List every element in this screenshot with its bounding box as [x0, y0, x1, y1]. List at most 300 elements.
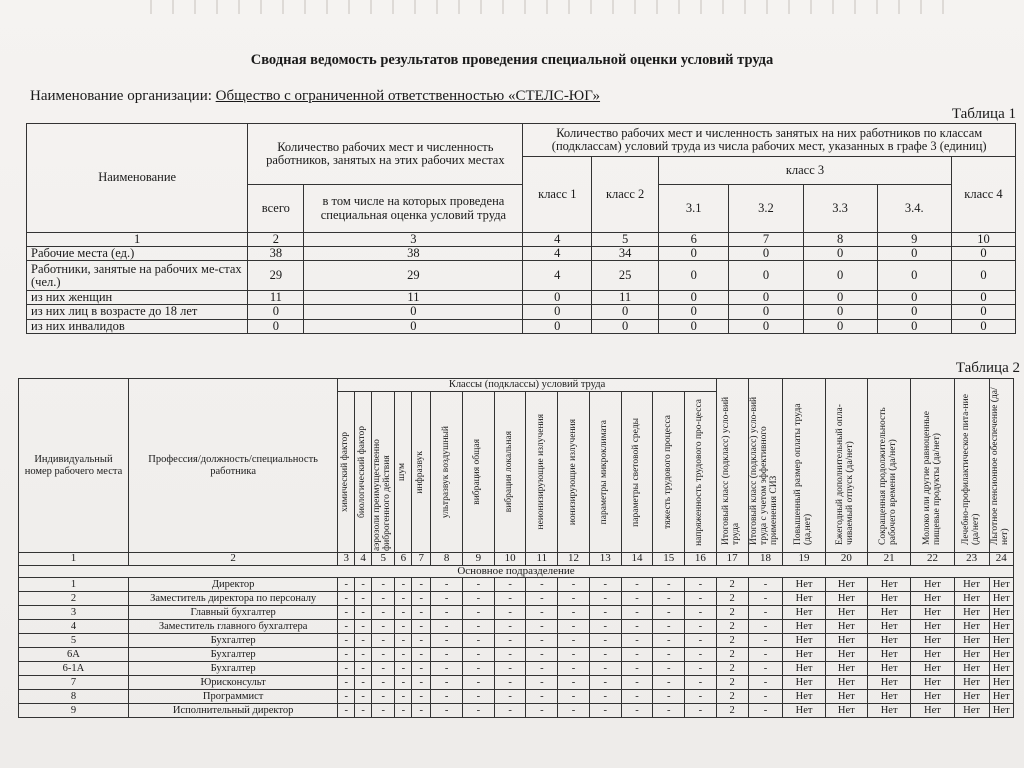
t2-workplace-id: 4	[19, 620, 129, 634]
t1-cell: 0	[523, 319, 592, 333]
t2-factor-cell: -	[589, 578, 621, 592]
t2-col-number: 10	[494, 553, 526, 566]
t2-factor-cell: -	[558, 662, 590, 676]
table1-caption: Таблица 1	[951, 106, 1016, 122]
t2-row	[19, 690, 1014, 704]
t1-col-number: 7	[729, 233, 803, 247]
t2-profession: Бухгалтер	[128, 662, 337, 676]
t1-col-number: 4	[523, 233, 592, 247]
t2-factor-cell: -	[395, 676, 412, 690]
t2-col-number: 4	[355, 553, 372, 566]
t2-profession: Заместитель главного бухгалтера	[128, 620, 337, 634]
t2-factor-cell: -	[395, 634, 412, 648]
t2-row	[19, 606, 1014, 620]
t2-factor-cell: -	[338, 704, 355, 718]
t1-cell: 0	[877, 291, 951, 305]
t2-guarantee-cell: Нет	[867, 690, 910, 704]
t2-row	[19, 620, 1014, 634]
t1-cell: 11	[248, 291, 304, 305]
t2-guarantee-cell: Нет	[989, 648, 1013, 662]
t2-factor-cell: -	[412, 592, 431, 606]
t2-guarantee-cell: Нет	[989, 606, 1013, 620]
t1-cell: 0	[951, 291, 1015, 305]
t2-factor-cell: -	[338, 634, 355, 648]
t1-cell: 0	[304, 319, 523, 333]
t1-col-number: 10	[951, 233, 1015, 247]
t2-factor-cell: -	[494, 690, 526, 704]
t2-guarantee-cell: Нет	[954, 634, 989, 648]
t2-factor-cell: -	[395, 620, 412, 634]
t2-guarantee-cell: Нет	[911, 676, 954, 690]
t2-guarantee-cell: Нет	[954, 606, 989, 620]
t2-factor-cell: -	[412, 690, 431, 704]
t2-factor-cell: -	[621, 676, 653, 690]
t2-factor-cell: -	[494, 578, 526, 592]
t2-factor-cell: -	[685, 676, 717, 690]
t2-guarantee-cell: Нет	[911, 592, 954, 606]
t2-col-number: 13	[589, 553, 621, 566]
t2-factor-cell: -	[685, 690, 717, 704]
t2-row	[19, 676, 1014, 690]
workplaces-table	[18, 378, 1014, 718]
t1-header-class3: класс 3	[659, 157, 952, 185]
t2-col-number: 16	[685, 553, 717, 566]
t1-cell: 0	[523, 291, 592, 305]
t2-factor-cell: -	[685, 662, 717, 676]
t2-final-class: 2	[716, 578, 748, 592]
t2-col-number: 7	[412, 553, 431, 566]
t2-factor-cell: -	[431, 676, 463, 690]
t2-factor-cell: -	[494, 634, 526, 648]
t1-header-total: всего	[248, 185, 304, 233]
t2-guarantee-cell: Нет	[825, 578, 867, 592]
t2-factor-cell: -	[463, 620, 495, 634]
t2-factor-cell: -	[621, 704, 653, 718]
t2-factor-label: инфразвук	[415, 450, 426, 494]
t2-factor-cell: -	[558, 606, 590, 620]
t2-factor-header	[494, 392, 526, 553]
t2-guarantee-cell: Нет	[911, 648, 954, 662]
t2-factor-cell: -	[338, 620, 355, 634]
t2-factor-cell: -	[355, 704, 372, 718]
t2-result-header	[954, 379, 989, 553]
t2-guarantee-cell: Нет	[989, 620, 1013, 634]
t1-cell: 0	[304, 305, 523, 319]
t2-workplace-id: 6А	[19, 648, 129, 662]
t2-factor-label: биологический фактор	[357, 425, 368, 518]
t2-col-number: 5	[372, 553, 395, 566]
t2-factor-cell: -	[395, 648, 412, 662]
t2-result-label: Лечебно-профилактическое пита-ние (да/нет)	[960, 393, 981, 545]
t2-guarantee-cell: Нет	[911, 620, 954, 634]
t2-factor-cell: -	[412, 676, 431, 690]
t2-factor-cell: -	[558, 620, 590, 634]
t2-factor-cell: -	[355, 648, 372, 662]
t2-factor-cell: -	[653, 634, 685, 648]
t2-col-number: 8	[431, 553, 463, 566]
t2-guarantee-cell: Нет	[954, 648, 989, 662]
t2-col-number: 23	[954, 553, 989, 566]
t1-col-number: 5	[592, 233, 659, 247]
t2-final-class-ppe: -	[748, 662, 783, 676]
t2-factor-cell: -	[653, 676, 685, 690]
t2-factor-header	[685, 392, 717, 553]
t1-cell: 0	[803, 291, 877, 305]
t2-profession: Заместитель директора по персоналу	[128, 592, 337, 606]
t2-factor-cell: -	[372, 648, 395, 662]
t2-row	[19, 704, 1014, 718]
t2-factor-cell: -	[412, 704, 431, 718]
t2-result-label: Ежегодный дополнительный опла-чиваемый отпуск (да/нет)	[835, 403, 856, 545]
t2-factor-cell: -	[589, 690, 621, 704]
t2-header-classes: Классы (подклассы) условий труда	[338, 379, 716, 392]
t2-factor-cell: -	[372, 620, 395, 634]
t2-factor-cell: -	[431, 592, 463, 606]
t2-factor-cell: -	[463, 578, 495, 592]
t2-workplace-id: 1	[19, 578, 129, 592]
t2-result-label: Итоговый класс (подкласс) усло-вий труда	[721, 396, 742, 545]
t2-factor-label: ионизирующие излучения	[567, 418, 578, 526]
t2-guarantee-cell: Нет	[954, 620, 989, 634]
t2-row	[19, 662, 1014, 676]
t1-cell: 0	[803, 305, 877, 319]
t2-result-header	[825, 379, 867, 553]
t2-factor-cell: -	[653, 606, 685, 620]
t2-guarantee-cell: Нет	[911, 578, 954, 592]
t2-col-number: 9	[463, 553, 495, 566]
t2-factor-header	[372, 392, 395, 553]
t2-factor-cell: -	[412, 578, 431, 592]
t2-factor-cell: -	[589, 634, 621, 648]
t2-workplace-id: 9	[19, 704, 129, 718]
t2-guarantee-cell: Нет	[825, 634, 867, 648]
t2-col-number: 21	[867, 553, 910, 566]
t1-col-number: 2	[248, 233, 304, 247]
t1-cell: 11	[592, 291, 659, 305]
t2-guarantee-cell: Нет	[867, 634, 910, 648]
t2-factor-label: параметры микроклимата	[599, 419, 610, 525]
t2-result-label: Повышенный размер оплаты труда (да,нет)	[793, 402, 814, 545]
t2-factor-cell: -	[431, 620, 463, 634]
t1-col-number: 6	[659, 233, 729, 247]
t2-guarantee-cell: Нет	[867, 578, 910, 592]
t1-cell: 29	[304, 261, 523, 291]
t2-final-class: 2	[716, 606, 748, 620]
t2-factor-cell: -	[463, 606, 495, 620]
t2-profession: Исполнительный директор	[128, 704, 337, 718]
t2-factor-cell: -	[494, 648, 526, 662]
t2-factor-cell: -	[463, 648, 495, 662]
t2-factor-cell: -	[338, 606, 355, 620]
binding-rings	[150, 0, 964, 14]
t2-factor-header	[558, 392, 590, 553]
t2-guarantee-cell: Нет	[783, 592, 825, 606]
t2-factor-cell: -	[463, 662, 495, 676]
t2-factor-cell: -	[355, 620, 372, 634]
t2-factor-cell: -	[621, 578, 653, 592]
t2-guarantee-cell: Нет	[989, 634, 1013, 648]
t2-factor-cell: -	[558, 704, 590, 718]
t2-factor-cell: -	[526, 662, 558, 676]
t2-workplace-id: 6-1А	[19, 662, 129, 676]
t2-factor-cell: -	[463, 634, 495, 648]
organization-label: Наименование организации:	[30, 88, 212, 104]
t2-factor-cell: -	[395, 662, 412, 676]
t2-factor-cell: -	[685, 606, 717, 620]
t2-factor-cell: -	[653, 662, 685, 676]
t1-header-name: Наименование	[27, 124, 248, 233]
t2-guarantee-cell: Нет	[783, 634, 825, 648]
t2-guarantee-cell: Нет	[989, 676, 1013, 690]
t2-guarantee-cell: Нет	[825, 704, 867, 718]
t1-row	[27, 261, 1016, 291]
t2-row	[19, 648, 1014, 662]
t2-factor-cell: -	[355, 634, 372, 648]
t2-factor-cell: -	[494, 662, 526, 676]
t1-row	[27, 247, 1016, 261]
t1-cell: 0	[592, 319, 659, 333]
t1-col-number: 8	[803, 233, 877, 247]
t1-row-name: из них лиц в возрасте до 18 лет	[27, 305, 248, 319]
t2-factor-cell: -	[395, 690, 412, 704]
t2-factor-cell: -	[526, 578, 558, 592]
t1-cell: 0	[951, 319, 1015, 333]
t2-result-label: Итоговый класс (подкласс) усло-вий труда с учетом эффективного применения СИЗ	[749, 396, 780, 545]
t2-guarantee-cell: Нет	[783, 606, 825, 620]
t2-factor-cell: -	[372, 634, 395, 648]
t2-factor-header	[463, 392, 495, 553]
t2-factor-cell: -	[463, 676, 495, 690]
summary-table	[26, 123, 1016, 334]
t2-factor-cell: -	[372, 578, 395, 592]
t2-factor-cell: -	[431, 648, 463, 662]
t2-factor-cell: -	[621, 648, 653, 662]
t2-factor-cell: -	[526, 648, 558, 662]
t2-factor-cell: -	[621, 606, 653, 620]
t2-factor-cell: -	[653, 704, 685, 718]
t2-factor-cell: -	[526, 704, 558, 718]
t2-factor-cell: -	[685, 704, 717, 718]
t2-factor-cell: -	[431, 704, 463, 718]
t2-final-class-ppe: -	[748, 676, 783, 690]
t2-result-header	[867, 379, 910, 553]
t2-guarantee-cell: Нет	[867, 648, 910, 662]
t1-col-number: 1	[27, 233, 248, 247]
t1-cell: 0	[729, 305, 803, 319]
t1-cell: 29	[248, 261, 304, 291]
t2-profession: Главный бухгалтер	[128, 606, 337, 620]
t2-factor-cell: -	[589, 606, 621, 620]
t1-cell: 0	[729, 319, 803, 333]
t1-header-class4: класс 4	[951, 157, 1015, 233]
t2-guarantee-cell: Нет	[783, 676, 825, 690]
t1-cell: 0	[951, 305, 1015, 319]
t2-guarantee-cell: Нет	[783, 620, 825, 634]
t2-guarantee-cell: Нет	[783, 690, 825, 704]
t2-result-header	[989, 379, 1013, 553]
t1-cell: 0	[729, 247, 803, 261]
t2-header-profession: Профессия/должность/специальность работника	[128, 379, 337, 553]
t2-factor-label: шум	[397, 463, 408, 481]
t2-col-number: 14	[621, 553, 653, 566]
t2-guarantee-cell: Нет	[783, 578, 825, 592]
t2-factor-cell: -	[685, 648, 717, 662]
t2-factor-cell: -	[653, 648, 685, 662]
t2-factor-cell: -	[526, 690, 558, 704]
t2-factor-header	[338, 392, 355, 553]
t2-final-class: 2	[716, 592, 748, 606]
t2-guarantee-cell: Нет	[911, 662, 954, 676]
t1-cell: 0	[729, 291, 803, 305]
t2-factor-cell: -	[463, 592, 495, 606]
t2-guarantee-cell: Нет	[867, 606, 910, 620]
t2-factor-cell: -	[558, 592, 590, 606]
t2-result-label: Льготное пенсионное обеспечение (да/нет)	[990, 386, 1011, 545]
t2-factor-cell: -	[338, 648, 355, 662]
t2-final-class-ppe: -	[748, 592, 783, 606]
t2-result-header	[748, 379, 783, 553]
t2-factor-cell: -	[372, 592, 395, 606]
t2-column-numbers	[19, 553, 1014, 566]
t2-guarantee-cell: Нет	[825, 592, 867, 606]
t2-workplace-id: 2	[19, 592, 129, 606]
t2-factor-header	[621, 392, 653, 553]
t2-guarantee-cell: Нет	[989, 690, 1013, 704]
t1-cell: 4	[523, 261, 592, 291]
t1-cell: 0	[877, 305, 951, 319]
t2-col-number: 15	[653, 553, 685, 566]
t2-factor-label: вибрация локальная	[504, 431, 515, 513]
t2-factor-cell: -	[653, 690, 685, 704]
t1-row-name: Рабочие места (ед.)	[27, 247, 248, 261]
t2-factor-cell: -	[653, 592, 685, 606]
t2-factor-cell: -	[412, 634, 431, 648]
t1-column-numbers	[27, 233, 1016, 247]
t2-factor-cell: -	[558, 578, 590, 592]
t1-row-name: из них инвалидов	[27, 319, 248, 333]
t1-cell: 0	[659, 305, 729, 319]
t2-final-class: 2	[716, 704, 748, 718]
t1-cell: 0	[951, 261, 1015, 291]
t2-row	[19, 634, 1014, 648]
t1-cell: 0	[877, 261, 951, 291]
t2-factor-cell: -	[355, 592, 372, 606]
t1-header-sub: 3.4.	[877, 185, 951, 233]
t2-factor-cell: -	[431, 634, 463, 648]
t2-factor-header	[526, 392, 558, 553]
t2-profession: Бухгалтер	[128, 648, 337, 662]
t2-factor-cell: -	[395, 606, 412, 620]
t2-row	[19, 592, 1014, 606]
t2-guarantee-cell: Нет	[911, 690, 954, 704]
t2-factor-cell: -	[412, 606, 431, 620]
t1-cell: 0	[248, 319, 304, 333]
t2-profession: Юрисконсульт	[128, 676, 337, 690]
t2-guarantee-cell: Нет	[867, 620, 910, 634]
t2-factor-label: параметры световой среды	[631, 417, 641, 527]
t2-result-header	[716, 379, 748, 553]
t2-factor-header	[431, 392, 463, 553]
t2-factor-cell: -	[494, 620, 526, 634]
t1-header-class1: класс 1	[523, 157, 592, 233]
t2-factor-cell: -	[355, 578, 372, 592]
t2-row	[19, 578, 1014, 592]
t1-header-sub: 3.2	[729, 185, 803, 233]
t2-guarantee-cell: Нет	[954, 662, 989, 676]
t2-factor-cell: -	[372, 662, 395, 676]
t2-guarantee-cell: Нет	[867, 662, 910, 676]
t2-factor-label: вибрация общая	[472, 439, 483, 505]
t2-guarantee-cell: Нет	[989, 704, 1013, 718]
t2-col-number: 12	[558, 553, 590, 566]
t2-factor-cell: -	[395, 704, 412, 718]
t2-factor-cell: -	[558, 676, 590, 690]
t2-result-label: Сокращенная продолжительность рабочего времени (да/нет)	[878, 406, 899, 545]
t2-factor-cell: -	[685, 578, 717, 592]
t2-workplace-id: 5	[19, 634, 129, 648]
t2-final-class-ppe: -	[748, 648, 783, 662]
t2-guarantee-cell: Нет	[825, 662, 867, 676]
t2-factor-cell: -	[526, 620, 558, 634]
organization-name: Общество с ограниченной ответственностью «СТЕЛС-ЮГ»	[215, 88, 601, 104]
t2-factor-cell: -	[355, 690, 372, 704]
t2-factor-cell: -	[589, 592, 621, 606]
t1-cell: 0	[951, 247, 1015, 261]
t1-row	[27, 305, 1016, 319]
t2-guarantee-cell: Нет	[825, 606, 867, 620]
t2-factor-cell: -	[621, 620, 653, 634]
t2-factor-label: напряженность трудового про-цесса	[694, 398, 705, 546]
t2-factor-cell: -	[431, 690, 463, 704]
t2-factor-cell: -	[621, 690, 653, 704]
t2-guarantee-cell: Нет	[911, 634, 954, 648]
t2-factor-label: неионизирующие излучения	[535, 414, 546, 530]
t2-factor-label: аэрозоли преимущественно фиброгенного действия	[372, 439, 393, 551]
t2-guarantee-cell: Нет	[954, 578, 989, 592]
t1-header-class2: класс 2	[592, 157, 659, 233]
t2-factor-cell: -	[338, 676, 355, 690]
t1-row-name: из них женщин	[27, 291, 248, 305]
t1-cell: 0	[659, 319, 729, 333]
t1-cell: 11	[304, 291, 523, 305]
t1-header-count: Количество рабочих мест и численность работников, занятых на этих рабочих местах	[248, 124, 523, 185]
t2-factor-cell: -	[431, 606, 463, 620]
t2-factor-cell: -	[338, 592, 355, 606]
t2-guarantee-cell: Нет	[867, 592, 910, 606]
t2-final-class: 2	[716, 676, 748, 690]
t2-result-header	[911, 379, 954, 553]
t2-final-class: 2	[716, 648, 748, 662]
t2-guarantee-cell: Нет	[954, 592, 989, 606]
t1-cell: 34	[592, 247, 659, 261]
t2-factor-cell: -	[372, 704, 395, 718]
t1-header-sub: 3.3	[803, 185, 877, 233]
t1-cell: 25	[592, 261, 659, 291]
t2-profession: Программист	[128, 690, 337, 704]
t2-factor-cell: -	[372, 690, 395, 704]
t2-factor-cell: -	[463, 704, 495, 718]
t2-factor-cell: -	[412, 648, 431, 662]
t2-factor-header	[653, 392, 685, 553]
t1-cell: 38	[304, 247, 523, 261]
organization-line	[30, 88, 600, 105]
t2-factor-cell: -	[494, 704, 526, 718]
t2-guarantee-cell: Нет	[825, 690, 867, 704]
t2-factor-cell: -	[338, 578, 355, 592]
t2-col-number: 22	[911, 553, 954, 566]
t1-header-sub: 3.1	[659, 185, 729, 233]
t2-workplace-id: 7	[19, 676, 129, 690]
